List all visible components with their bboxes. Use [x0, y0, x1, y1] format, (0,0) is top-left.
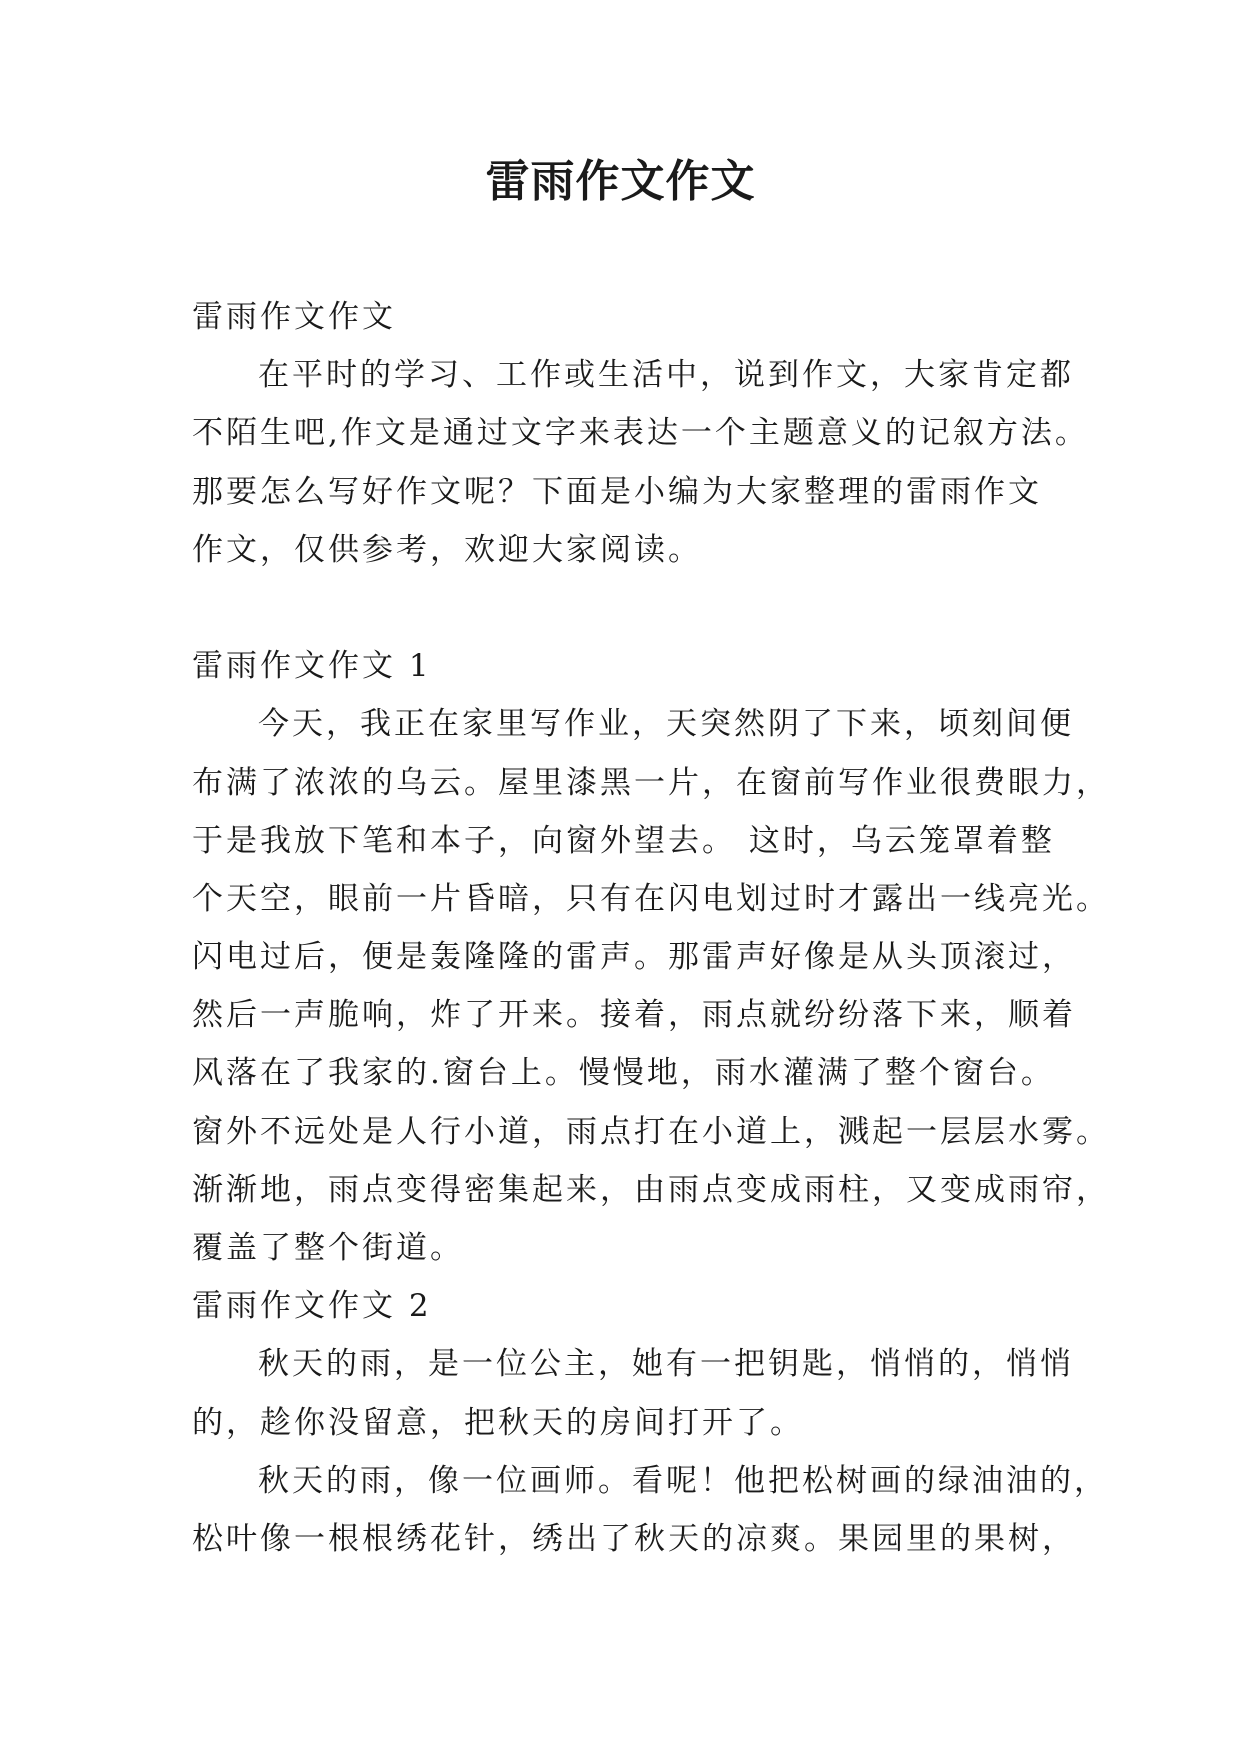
paragraph-line: 那要怎么写好作文呢？下面是小编为大家整理的雷雨作文 [192, 473, 1042, 510]
paragraph-line: 然后一声脆响，炸了开来。接着，雨点就纷纷落下来，顺着 [192, 997, 1076, 1034]
paragraph-line: 窗外不远处是人行小道，雨点打在小道上，溅起一层层水雾。 [192, 1113, 1110, 1150]
paragraph-line: 渐渐地，雨点变得密集起来，由雨点变成雨柱，又变成雨帘， [192, 1171, 1110, 1208]
paragraph-line: 秋天的雨，像一位画师。看呢！他把松树画的绿油油的， [258, 1462, 1108, 1499]
paragraph-line: 的，趁你没留意，把秋天的房间打开了。 [192, 1404, 804, 1441]
paragraph-line: 不陌生吧,作文是通过文字来表达一个主题意义的记叙方法。 [192, 415, 1089, 452]
paragraph-line: 作文，仅供参考，欢迎大家阅读。 [192, 531, 702, 568]
blank-line [192, 579, 1054, 637]
document-body [192, 288, 1110, 1568]
section-heading: 雷雨作文作文 [192, 299, 396, 335]
section-heading: 雷雨作文作文 2 [192, 1288, 432, 1325]
section-heading: 雷雨作文作文 1 [192, 648, 432, 685]
paragraph-line: 在平时的学习、工作或生活中，说到作文，大家肯定都 [258, 357, 1074, 394]
paragraph-line: 闪电过后，便是轰隆隆的雷声。那雷声好像是从头顶滚过， [192, 939, 1076, 976]
paragraph-line: 于是我放下笔和本子，向窗外望去。 这时，乌云笼罩着整 [192, 822, 1055, 859]
paragraph-line: 覆盖了整个街道。 [192, 1230, 464, 1266]
paragraph-line: 秋天的雨，是一位公主，她有一把钥匙，悄悄的，悄悄 [258, 1346, 1074, 1383]
paragraph-line: 风落在了我家的.窗台上。慢慢地，雨水灌满了整个窗台。 [192, 1055, 1055, 1092]
paragraph-line: 松叶像一根根绣花针，绣出了秋天的凉爽。果园里的果树， [192, 1520, 1076, 1557]
paragraph-line: 布满了浓浓的乌云。屋里漆黑一片，在窗前写作业很费眼力， [192, 764, 1110, 801]
paragraph-line: 今天，我正在家里写作业，天突然阴了下来，顷刻间便 [258, 706, 1074, 743]
document-title: 雷雨作文作文 [485, 156, 756, 207]
paragraph-line: 个天空，眼前一片昏暗，只有在闪电划过时才露出一线亮光。 [192, 880, 1110, 917]
